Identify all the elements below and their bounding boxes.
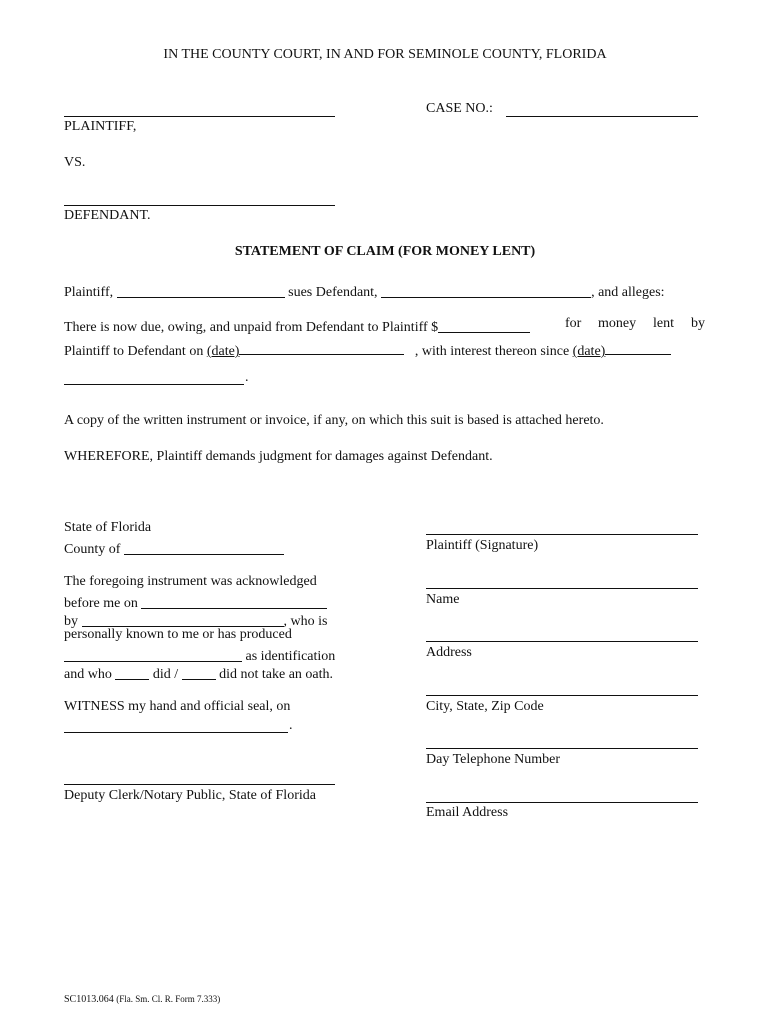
identification-blank[interactable] xyxy=(64,647,242,662)
claim-line-1 xyxy=(64,281,665,301)
form-footer xyxy=(64,994,220,1005)
address-label: Address xyxy=(426,645,472,660)
county-blank[interactable] xyxy=(124,540,284,555)
interest-text: , with interest thereon since xyxy=(414,344,570,359)
document-title: STATEMENT OF CLAIM (FOR MONEY LENT) xyxy=(234,244,536,259)
address-line[interactable] xyxy=(426,641,698,642)
form-code: SC1013.064 xyxy=(64,994,114,1005)
did-not-blank[interactable] xyxy=(182,665,216,680)
plaintiff-word: Plaintiff, xyxy=(64,285,114,300)
email-line[interactable] xyxy=(426,802,698,803)
defendant-label: DEFENDANT. xyxy=(64,208,151,223)
ack-line-2: before me on xyxy=(64,592,327,612)
phone-label: Day Telephone Number xyxy=(426,752,561,767)
witness-date-line[interactable] xyxy=(64,732,288,733)
amount-blank[interactable] xyxy=(438,318,530,333)
defendant-name-line[interactable] xyxy=(64,205,335,206)
loan-date-text: Plaintiff to Defendant on xyxy=(64,344,204,359)
vs-label: VS. xyxy=(64,155,86,170)
plaintiff-blank[interactable] xyxy=(117,283,285,298)
claim-line-2 xyxy=(64,316,530,336)
notary-state: State of Florida xyxy=(64,520,152,535)
ack-line-6: and who did / did not take an oath. xyxy=(64,667,334,682)
signature-label: Plaintiff (Signature) xyxy=(426,538,539,553)
loan-date-blank[interactable]: (date) xyxy=(207,342,415,360)
notary-county: County of xyxy=(64,538,284,558)
plaintiff-label: PLAINTIFF, xyxy=(64,119,137,134)
phone-line[interactable] xyxy=(426,748,698,749)
deputy-signature-line[interactable] xyxy=(64,784,335,785)
plaintiff-name-line[interactable] xyxy=(64,116,335,117)
email-label: Email Address xyxy=(426,805,509,820)
for-word: for xyxy=(565,316,582,331)
ack-line-3: by , who is xyxy=(64,614,328,629)
form-reference: (Fla. Sm. Cl. R. Form 7.333) xyxy=(116,994,221,1004)
witness-period: . xyxy=(289,718,293,733)
claim-line-3 xyxy=(64,342,677,360)
city-label: City, State, Zip Code xyxy=(426,699,544,714)
ack-line-1: The foregoing instrument was acknowledged xyxy=(64,574,317,589)
period: . xyxy=(245,370,249,385)
interest-date-blank[interactable]: (date) xyxy=(573,342,677,360)
name-line[interactable] xyxy=(426,588,698,589)
city-line[interactable] xyxy=(426,695,698,696)
wherefore-statement: WHEREFORE, Plaintiff demands judgment for damages against Defendant. xyxy=(64,449,493,464)
deputy-label: Deputy Clerk/Notary Public, State of Florida xyxy=(64,788,316,803)
money-word: money xyxy=(598,316,637,331)
by-word: by xyxy=(691,316,705,331)
case-no-label: CASE NO.: xyxy=(426,101,493,116)
ack-line-5: as identification xyxy=(64,645,335,665)
ack-line-4: personally known to me or has produced xyxy=(64,627,292,642)
alleges-text: , and alleges: xyxy=(591,285,665,300)
lent-word: lent xyxy=(653,316,674,331)
defendant-blank[interactable] xyxy=(381,283,591,298)
witness-line: WITNESS my hand and official seal, on xyxy=(64,699,291,714)
copy-statement: A copy of the written instrument or invoice, if any, on which this suit is based is attached hereto. xyxy=(64,413,604,428)
sues-text: sues Defendant, xyxy=(288,285,378,300)
did-blank[interactable] xyxy=(115,665,149,680)
ack-by-blank[interactable] xyxy=(82,612,284,627)
court-title: IN THE COUNTY COURT, IN AND FOR SEMINOLE COUNTY, FLORIDA xyxy=(163,47,607,62)
name-label: Name xyxy=(426,592,460,607)
due-text: There is now due, owing, and unpaid from Defendant to Plaintiff $ xyxy=(64,320,439,335)
signature-line[interactable] xyxy=(426,534,698,535)
interest-date-continuation-line[interactable] xyxy=(64,384,244,385)
ack-date-blank[interactable] xyxy=(141,594,327,609)
case-no-line[interactable] xyxy=(506,116,698,117)
